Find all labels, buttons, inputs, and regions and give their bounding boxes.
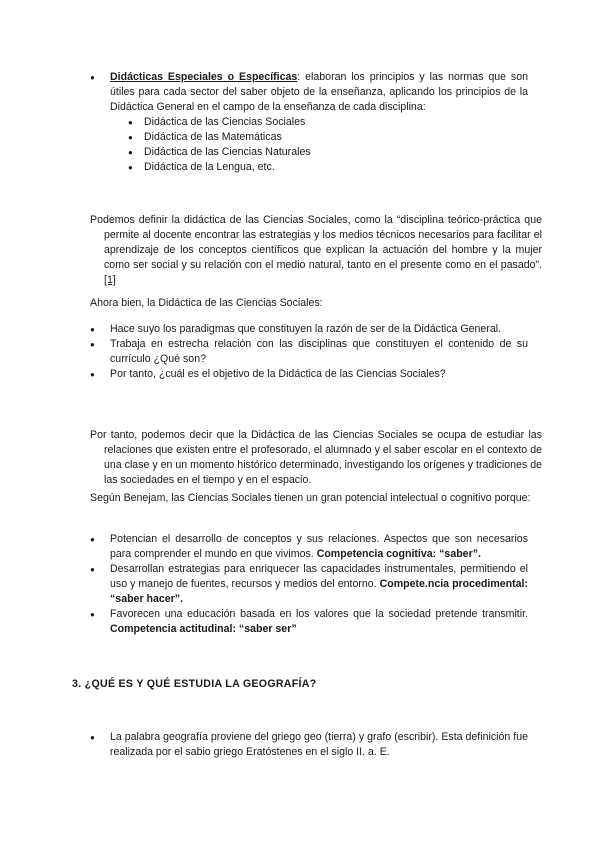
competence-text: Favorecen una educación basada en los valores que la sociedad pretende transmitir. (110, 608, 528, 620)
competence-label: Competencia cognitiva: “saber”. (316, 548, 481, 560)
intro-paragraph: Ahora bien, la Didáctica de las Ciencias Sociales: (90, 297, 323, 309)
object-of-study-paragraph: Por tanto, podemos decir que la Didáctica de las Ciencias Sociales se ocupa de estudiar las relaciones que existen entre el profesorado, el alumnado y el saber escolar en el contexto de una clase y en un momento histórico determinado, investigando los orígenes y tradiciones de las sociedades en el tiempo y en el espacio. (90, 429, 542, 486)
didacticas-especiales-block (90, 70, 528, 175)
list-item (90, 532, 528, 562)
list-item (90, 70, 528, 115)
footnote-link[interactable]: [1] (104, 274, 116, 286)
geography-list-block (90, 730, 528, 760)
subject-didactics-list (128, 115, 528, 175)
list-item (90, 607, 528, 637)
section-heading: 3. ¿QUÉ ES Y QUÉ ESTUDIA LA GEOGRAFÍA? (72, 678, 317, 690)
list-item: ● Didáctica de las Ciencias Naturales (128, 145, 528, 160)
didacticas-especiales-text: : elaboran los principios y las normas que son útiles para cada sector del saber objeto de la enseñanza, aplicando los principios de la Didáctica General en el campo de la enseñanza de cada disciplina: (110, 71, 529, 113)
term-didacticas-especiales: Didácticas Especiales o Específicas (110, 71, 298, 83)
competence-label: Competencia actitudinal: “saber ser” (110, 623, 297, 635)
list-item: ● La palabra geografía proviene del griego geo (tierra) y grafo (escribir). Esta definición fue realizada por el sabio griego Eratóstenes en el siglo II. a. E. (90, 730, 528, 760)
list-item: ● Didáctica de las Matemáticas (128, 130, 528, 145)
competences-list-block (90, 532, 528, 637)
list-item: ● Hace suyo los paradigmas que constituyen la razón de ser de la Didáctica General. (90, 322, 528, 337)
properties-list-block (90, 322, 528, 382)
list-item (90, 562, 528, 607)
list-item: ● Por tanto, ¿cuál es el objetivo de la Didáctica de las Ciencias Sociales? (90, 367, 528, 382)
definition-paragraph (90, 213, 542, 288)
list-item: ● Trabaja en estrecha relación con las disciplinas que constituyen el contenido de su currículo ¿Qué son? (90, 337, 528, 367)
list-item: ● Didáctica de las Ciencias Sociales (128, 115, 528, 130)
competence-label: Compete.ncia procedimental: “saber hacer”. (110, 578, 529, 605)
list-item: ● Didáctica de la Lengua, etc. (128, 160, 528, 175)
benejam-paragraph: Según Benejam, las Ciencias Sociales tienen un gran potencial intelectual o cognitivo porque: (90, 492, 531, 504)
competence-text: Potencian el desarrollo de conceptos y sus relaciones. Aspectos que son necesarios para comprender el mundo en que vivimos. (110, 533, 528, 560)
definition-text: Podemos definir la didáctica de las Ciencias Sociales, como la “disciplina teórico-práctica que permite al docente encontrar las estrategias y los medios técnicos necesarios para facilitar el aprendizaje de los conceptos científicos que explican la actuación del hombre y la mujer como ser social y su relación con el medio natural, tanto en el presente como en el pasado”. (90, 214, 542, 271)
competence-text: Desarrollan estrategias para enriquecer las capacidades instrumentales, permitiendo el uso y manejo de fuentes, recursos y medios del entorno. (110, 563, 528, 590)
